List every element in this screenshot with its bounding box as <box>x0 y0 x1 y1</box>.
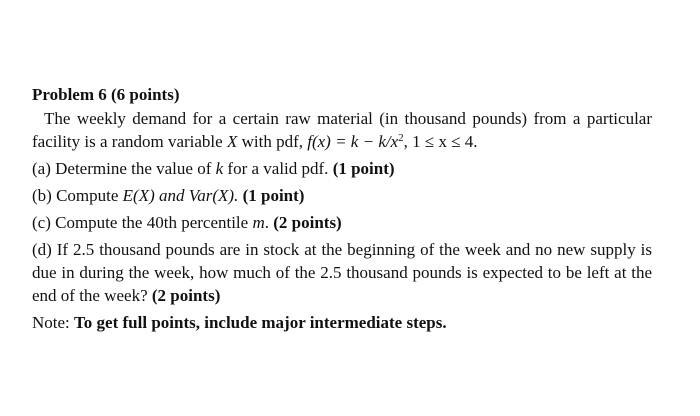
problem-statement <box>32 107 652 153</box>
part-a-text2: for a valid pdf. <box>223 159 333 178</box>
part-b-expr: E(X) and Var(X). <box>122 186 239 205</box>
part-a-var: k <box>215 159 224 178</box>
part-c-points: (2 points) <box>273 213 342 232</box>
part-c <box>32 211 652 234</box>
part-d-points: (2 points) <box>151 286 221 305</box>
part-c-var: m <box>252 213 265 232</box>
problem-title: Problem 6 (6 points) <box>32 85 180 104</box>
part-b <box>32 184 652 207</box>
part-d-text: (d) If 2.5 thousand pounds are in stock at the beginning of the week and no new supply is due in during the week, how much of the 2.5 thousand pounds is expected to be left at the end of the week? <box>32 240 652 305</box>
part-d <box>32 238 652 307</box>
part-b-points: (1 point) <box>242 186 305 205</box>
intro-text-2: with pdf, <box>237 132 308 151</box>
note-text: To get full points, include major intermediate steps. <box>74 313 447 332</box>
part-a <box>32 157 652 180</box>
pdf-exponent: 2 <box>398 132 404 144</box>
pdf-function-name: f <box>307 132 312 151</box>
part-c-text2: . <box>264 213 274 232</box>
part-b-text: (b) Compute <box>32 186 123 205</box>
part-c-text: (c) Compute the 40th percentile <box>32 213 253 232</box>
part-a-text: (a) Determine the value of <box>32 159 216 178</box>
note <box>32 311 652 334</box>
pdf-range: , 1 ≤ x ≤ 4. <box>403 132 478 151</box>
note-label: Note: <box>32 313 75 332</box>
intro-text-1: The weekly demand for a certain raw material (in thousand pounds) from a particular facility is a random variable <box>32 109 652 151</box>
pdf-equation: (x) = k − k/x <box>311 132 399 151</box>
random-variable: X <box>226 132 238 151</box>
part-a-points: (1 point) <box>332 159 395 178</box>
problem-document <box>32 83 652 334</box>
